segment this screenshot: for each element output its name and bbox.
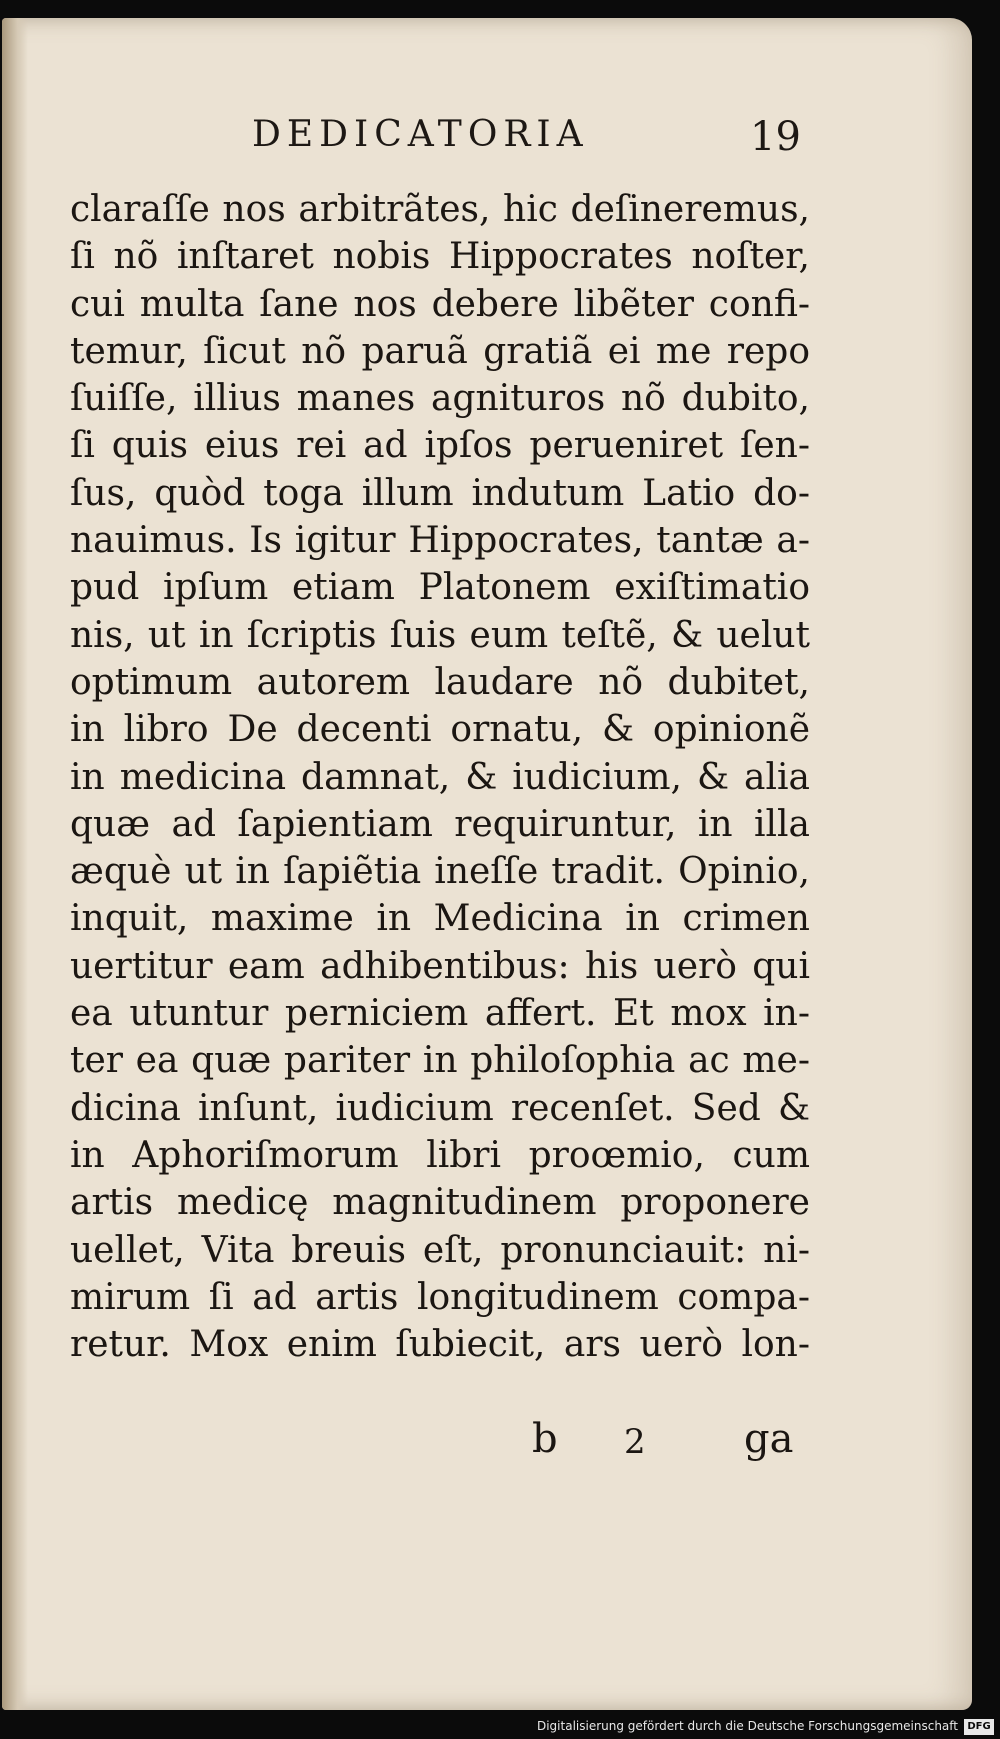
text-line: in Aphoriſmorum libri proœmio, cum: [70, 1134, 810, 1176]
page-gutter: [2, 18, 28, 1710]
text-line: nis, ut in ſcriptis ſuis eum teſtẽ, & uelut: [70, 614, 810, 656]
footer-bar: [0, 1716, 1000, 1739]
text-line: ſi nõ inſtaret nobis Hippocrates noſter,: [70, 236, 810, 278]
text-line: ſuiſſe, illius manes agnituros nõ dubito,: [70, 378, 810, 420]
text-line: cui multa ſane nos debere libẽter confi-: [70, 283, 810, 325]
running-head: [2, 114, 972, 166]
text-line: ſi quis eius rei ad ipſos perueniret ſen-: [70, 425, 810, 467]
text-line: optimum autorem laudare nõ dubitet,: [70, 661, 810, 703]
dfg-logo: DFG: [964, 1719, 994, 1735]
text-line: artis medicę magnitudinem proponere: [70, 1182, 810, 1224]
text-line: ea utuntur perniciem affert. Et mox in-: [70, 993, 810, 1035]
text-line: uertitur eam adhibentibus: his uerò qui: [70, 945, 810, 987]
text-line: temur, ſicut nõ paruã gratiã ei me repo: [70, 330, 810, 372]
signature-line: [522, 1416, 802, 1466]
text-line: dicina inſunt, iudicium recenſet. Sed &: [70, 1087, 810, 1129]
text-line: claraſſe nos arbitrãtes, hic deſineremus,: [70, 189, 810, 230]
text-line: æquè ut in ſapiẽtia ineſſe tradit. Opinio,: [70, 851, 810, 893]
catchword: ga: [744, 1416, 794, 1462]
book-page: [2, 18, 972, 1710]
signature-number: 2: [624, 1422, 646, 1462]
text-line: ſus, quòd toga illum indutum Latio do-: [70, 472, 810, 514]
text-line: ter ea quæ pariter in philoſophia ac me-: [70, 1040, 810, 1082]
page-number: 19: [750, 114, 801, 160]
text-line: uellet, Vita breuis eſt, pronunciauit: ni-: [70, 1229, 810, 1271]
text-block: [70, 186, 810, 1368]
text-line: in libro De decenti ornatu, & opinionẽ: [70, 709, 810, 751]
text-line: in medicina damnat, & iudicium, & alia: [70, 756, 810, 798]
text-line: pud ipſum etiam Platonem exiſtimatio: [70, 567, 810, 609]
text-line: nauimus. Is igitur Hippocrates, tantæ a-: [70, 520, 810, 562]
running-head-title: DEDICATORIA: [252, 114, 589, 155]
text-line: retur. Mox enim ſubiecit, ars uerò lon-: [70, 1324, 810, 1366]
text-line: quæ ad ſapientiam requiruntur, in illa: [70, 803, 810, 845]
text-line: mirum ſi ad artis longitudinem compa-: [70, 1276, 810, 1318]
text-line: inquit, maxime in Medicina in crimen: [70, 898, 810, 940]
signature-mark: b: [532, 1416, 558, 1462]
footer-credit: Digitalisierung gefördert durch die Deutsche Forschungsgemeinschaft: [536, 1719, 958, 1733]
